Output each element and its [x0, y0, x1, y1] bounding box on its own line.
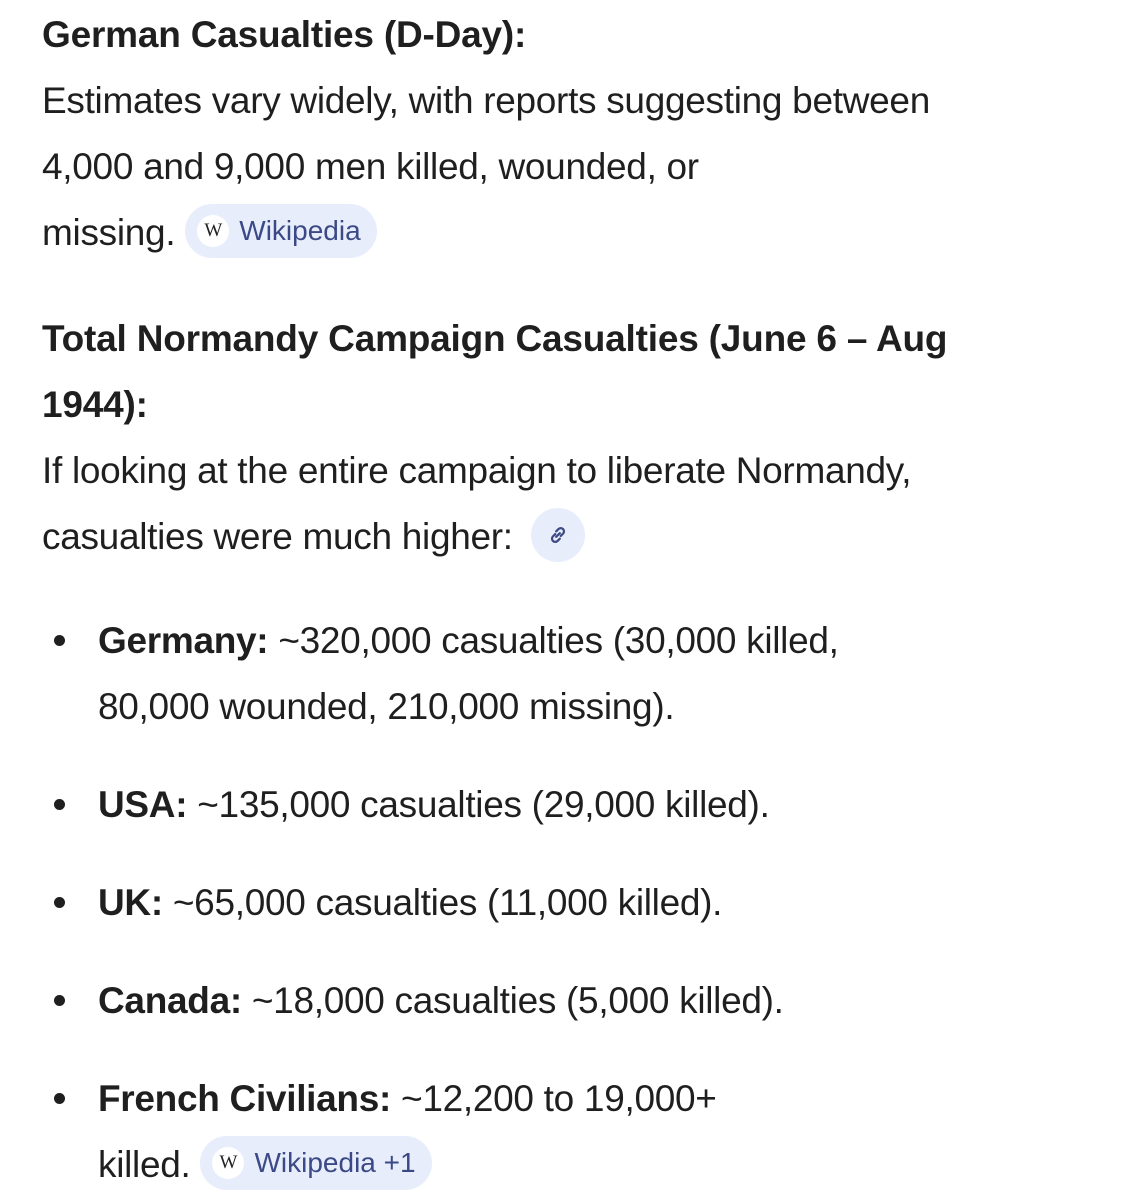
bullet-icon [54, 635, 65, 646]
item-label: USA: [98, 784, 188, 825]
wikipedia-icon: W [197, 215, 229, 247]
section-text [42, 438, 947, 570]
source-chip-wikipedia[interactable] [185, 204, 376, 258]
section-text [42, 68, 930, 266]
text-line: missing. [42, 212, 176, 253]
text-line: 4,000 and 9,000 men killed, wounded, or [42, 146, 699, 187]
item-text: killed. [98, 1144, 191, 1185]
item-label: UK: [98, 882, 163, 923]
list-item [42, 968, 1132, 1034]
item-label: Germany: [98, 620, 269, 661]
list-item [42, 772, 1132, 838]
bullet-icon [54, 897, 65, 908]
bullet-icon [54, 995, 65, 1006]
text-line: If looking at the entire campaign to liberate Normandy, [42, 450, 912, 491]
item-text: ~135,000 casualties (29,000 killed). [187, 784, 770, 825]
text-line: Estimates vary widely, with reports suggesting between [42, 80, 930, 121]
wikipedia-icon: W [212, 1147, 244, 1179]
item-text: 80,000 wounded, 210,000 missing). [98, 686, 675, 727]
normandy-campaign-section [42, 306, 947, 570]
item-text: ~12,200 to 19,000+ [391, 1078, 717, 1119]
item-label: French Civilians: [98, 1078, 392, 1119]
heading-line: 1944): [42, 384, 148, 425]
bullet-icon [54, 1093, 65, 1104]
casualty-list [42, 608, 1132, 1198]
text-line: casualties were much higher: [42, 516, 513, 557]
list-item [42, 608, 1132, 740]
bullet-icon [54, 799, 65, 810]
item-label: Canada: [98, 980, 242, 1021]
item-text: ~18,000 casualties (5,000 killed). [241, 980, 784, 1021]
section-heading [42, 306, 947, 438]
link-icon [547, 524, 569, 546]
source-chip-wikipedia[interactable] [200, 1136, 431, 1190]
source-chip-label: Wikipedia [239, 215, 361, 247]
item-text: ~320,000 casualties (30,000 killed, [268, 620, 839, 661]
heading-line: Total Normandy Campaign Casualties (June 6 – Aug [42, 318, 948, 359]
item-text: ~65,000 casualties (11,000 killed). [162, 882, 723, 923]
section-heading: German Casualties (D-Day): [42, 14, 527, 55]
german-dday-section [42, 2, 930, 266]
list-item [42, 870, 1132, 936]
source-link-button[interactable] [531, 508, 585, 562]
source-chip-label: Wikipedia +1 [254, 1147, 416, 1179]
list-item [42, 1066, 1132, 1198]
